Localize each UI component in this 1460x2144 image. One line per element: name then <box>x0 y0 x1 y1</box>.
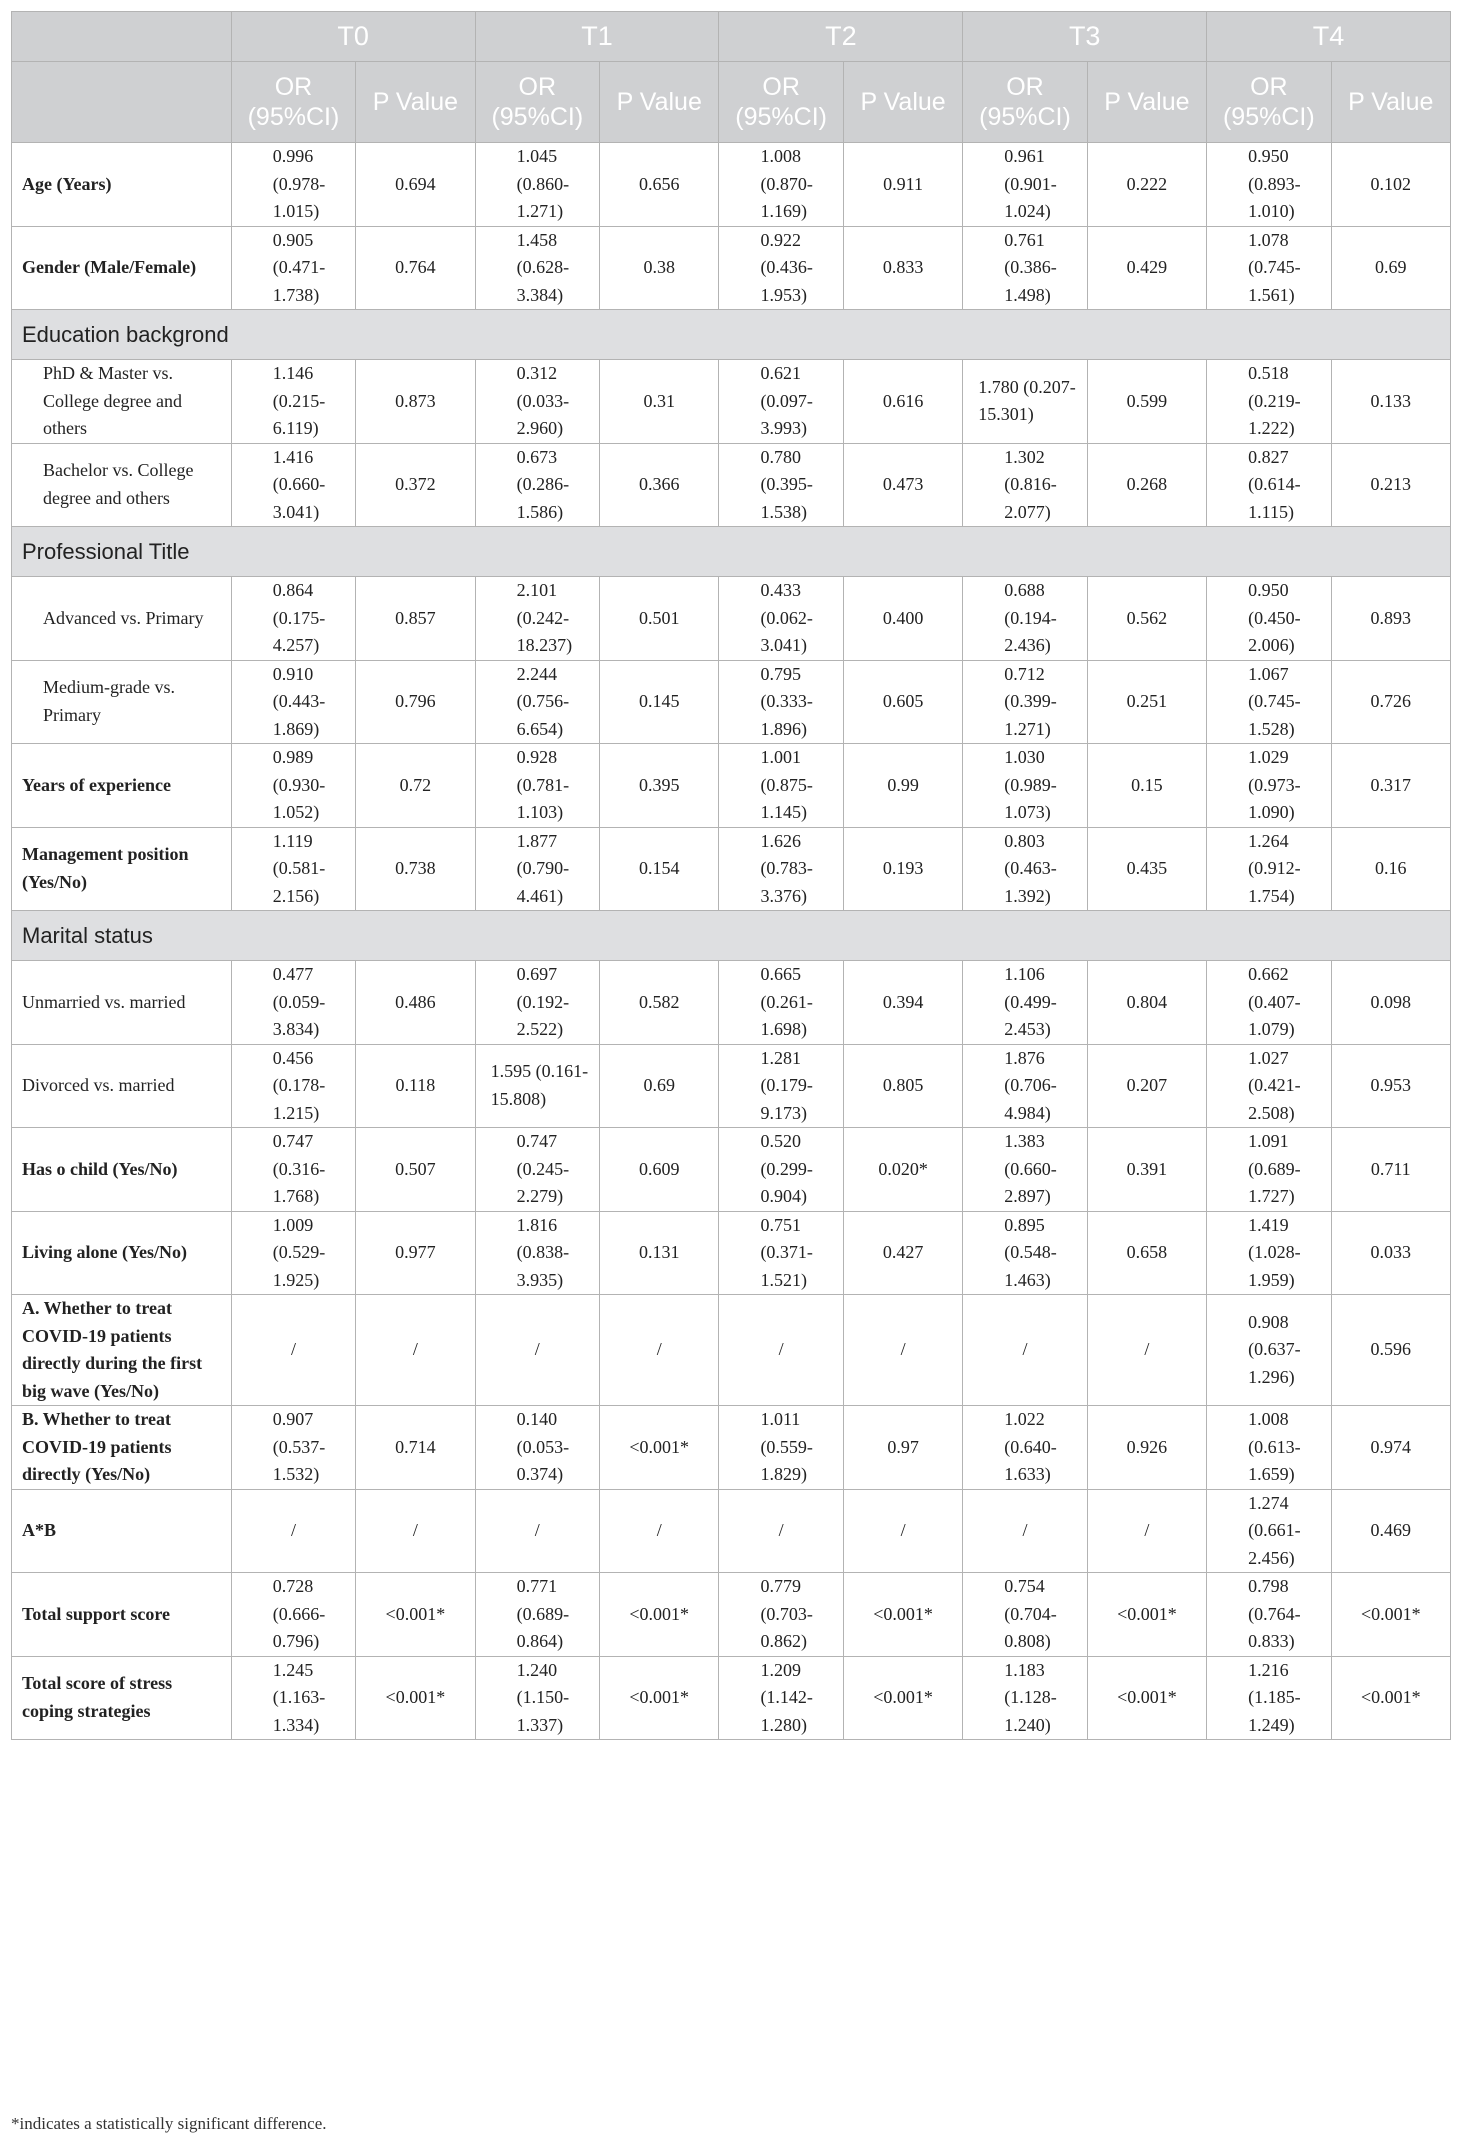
or-ci-cell: 1.146 (0.215-6.119) <box>231 360 355 444</box>
p-value-cell: <0.001* <box>1331 1573 1450 1657</box>
p-value-cell: 0.609 <box>600 1128 719 1212</box>
p-value-cell: 0.15 <box>1087 744 1206 828</box>
row-label: Total support score <box>12 1573 232 1657</box>
row-label: Age (Years) <box>12 143 232 227</box>
p-value-cell: / <box>600 1295 719 1406</box>
or-ci-cell: / <box>231 1489 355 1573</box>
p-value-cell: 0.16 <box>1331 827 1450 911</box>
or-ci-cell: / <box>475 1489 599 1573</box>
or-ci-cell: 0.961 (0.901-1.024) <box>963 143 1087 227</box>
header-p-value: P Value <box>843 62 962 143</box>
or-ci-cell: 0.312 (0.033-2.960) <box>475 360 599 444</box>
table-row <box>12 744 1451 828</box>
p-value-cell: 0.145 <box>600 660 719 744</box>
p-value-cell: 0.391 <box>1087 1128 1206 1212</box>
row-label: Years of experience <box>12 744 232 828</box>
or-ci-cell: 0.989 (0.930-1.052) <box>231 744 355 828</box>
table-row <box>12 226 1451 310</box>
or-ci-cell: 0.996 (0.978-1.015) <box>231 143 355 227</box>
p-value-cell: 0.222 <box>1087 143 1206 227</box>
p-value-cell: / <box>843 1295 962 1406</box>
or-ci-cell: 1.027 (0.421-2.508) <box>1207 1044 1331 1128</box>
table-row <box>12 1295 1451 1406</box>
table-row <box>12 1573 1451 1657</box>
p-value-cell: 0.99 <box>843 744 962 828</box>
p-value-cell: 0.469 <box>1331 1489 1450 1573</box>
or-ci-cell: 1.067 (0.745-1.528) <box>1207 660 1331 744</box>
table-row <box>12 1211 1451 1295</box>
p-value-cell: 0.596 <box>1331 1295 1450 1406</box>
or-ci-cell: / <box>719 1295 843 1406</box>
p-value-cell: 0.726 <box>1331 660 1450 744</box>
or-ci-cell: 0.662 (0.407-1.079) <box>1207 961 1331 1045</box>
table-container <box>11 11 1451 1740</box>
row-label: A*B <box>12 1489 232 1573</box>
p-value-cell: 0.694 <box>356 143 475 227</box>
or-ci-cell: 1.216 (1.185-1.249) <box>1207 1656 1331 1740</box>
or-ci-cell: 1.029 (0.973-1.090) <box>1207 744 1331 828</box>
or-ci-cell: 1.419 (1.028-1.959) <box>1207 1211 1331 1295</box>
or-ci-cell: 0.518 (0.219-1.222) <box>1207 360 1331 444</box>
or-ci-cell: 0.621 (0.097-3.993) <box>719 360 843 444</box>
or-ci-cell: 1.008 (0.870-1.169) <box>719 143 843 227</box>
p-value-cell: <0.001* <box>1087 1573 1206 1657</box>
header-group-t4: T4 <box>1207 12 1451 62</box>
table-footnote: *indicates a statistically significant difference. <box>11 2114 327 2133</box>
p-value-cell: 0.796 <box>356 660 475 744</box>
p-value-cell: 0.507 <box>356 1128 475 1212</box>
p-value-cell: 0.714 <box>356 1406 475 1490</box>
or-ci-cell: / <box>231 1295 355 1406</box>
p-value-cell: 0.711 <box>1331 1128 1450 1212</box>
or-ci-cell: 1.183 (1.128-1.240) <box>963 1656 1087 1740</box>
row-label: Has o child (Yes/No) <box>12 1128 232 1212</box>
or-ci-cell: 2.101 (0.242-18.237) <box>475 577 599 661</box>
header-or-ci: OR (95%CI) <box>963 62 1087 143</box>
p-value-cell: 0.131 <box>600 1211 719 1295</box>
table-header <box>12 12 1451 143</box>
p-value-cell: 0.804 <box>1087 961 1206 1045</box>
p-value-cell: <0.001* <box>600 1656 719 1740</box>
p-value-cell: 0.857 <box>356 577 475 661</box>
p-value-cell: 0.427 <box>843 1211 962 1295</box>
or-ci-cell: 0.688 (0.194-2.436) <box>963 577 1087 661</box>
or-ci-cell: 0.747 (0.245-2.279) <box>475 1128 599 1212</box>
or-ci-cell: 0.771 (0.689-0.864) <box>475 1573 599 1657</box>
or-ci-cell: 0.905 (0.471-1.738) <box>231 226 355 310</box>
row-label: Unmarried vs. married <box>12 961 232 1045</box>
p-value-cell: 0.366 <box>600 443 719 527</box>
or-ci-cell: 0.751 (0.371-1.521) <box>719 1211 843 1295</box>
section-label: Marital status <box>12 911 1451 961</box>
section-label: Professional Title <box>12 527 1451 577</box>
or-ci-cell: 0.747 (0.316-1.768) <box>231 1128 355 1212</box>
p-value-cell: <0.001* <box>1087 1656 1206 1740</box>
header-or-ci: OR (95%CI) <box>475 62 599 143</box>
p-value-cell: 0.429 <box>1087 226 1206 310</box>
header-p-value: P Value <box>356 62 475 143</box>
or-ci-cell: 1.876 (0.706-4.984) <box>963 1044 1087 1128</box>
or-ci-cell: 1.011 (0.559-1.829) <box>719 1406 843 1490</box>
header-p-value: P Value <box>1087 62 1206 143</box>
p-value-cell: / <box>356 1489 475 1573</box>
p-value-cell: 0.974 <box>1331 1406 1450 1490</box>
header-p-value: P Value <box>1331 62 1450 143</box>
p-value-cell: <0.001* <box>356 1573 475 1657</box>
section-row <box>12 527 1451 577</box>
p-value-cell: 0.473 <box>843 443 962 527</box>
or-ci-cell: 1.009 (0.529-1.925) <box>231 1211 355 1295</box>
or-ci-cell: 0.922 (0.436-1.953) <box>719 226 843 310</box>
p-value-cell: 0.435 <box>1087 827 1206 911</box>
or-ci-cell: 1.264 (0.912-1.754) <box>1207 827 1331 911</box>
p-value-cell: 0.251 <box>1087 660 1206 744</box>
or-ci-cell: 1.626 (0.783-3.376) <box>719 827 843 911</box>
p-value-cell: 0.020* <box>843 1128 962 1212</box>
table-row <box>12 143 1451 227</box>
p-value-cell: 0.400 <box>843 577 962 661</box>
or-ci-cell: 0.908 (0.637-1.296) <box>1207 1295 1331 1406</box>
p-value-cell: / <box>1087 1295 1206 1406</box>
table-row <box>12 1128 1451 1212</box>
or-ci-cell: 1.022 (0.640-1.633) <box>963 1406 1087 1490</box>
p-value-cell: 0.953 <box>1331 1044 1450 1128</box>
or-ci-cell: 1.106 (0.499-2.453) <box>963 961 1087 1045</box>
table-row <box>12 961 1451 1045</box>
p-value-cell: 0.893 <box>1331 577 1450 661</box>
or-ci-cell: 1.078 (0.745-1.561) <box>1207 226 1331 310</box>
p-value-cell: 0.764 <box>356 226 475 310</box>
p-value-cell: 0.154 <box>600 827 719 911</box>
header-or-ci: OR (95%CI) <box>719 62 843 143</box>
p-value-cell: <0.001* <box>600 1573 719 1657</box>
or-ci-cell: 0.754 (0.704-0.808) <box>963 1573 1087 1657</box>
table-row <box>12 443 1451 527</box>
p-value-cell: 0.605 <box>843 660 962 744</box>
header-or-ci: OR (95%CI) <box>231 62 355 143</box>
table-row <box>12 1656 1451 1740</box>
header-group-t0: T0 <box>231 12 475 62</box>
p-value-cell: 0.501 <box>600 577 719 661</box>
row-label: B. Whether to treat COVID-19 patients directly (Yes/No) <box>12 1406 232 1490</box>
header-corner <box>12 12 232 62</box>
or-ci-cell: 2.244 (0.756-6.654) <box>475 660 599 744</box>
p-value-cell: 0.394 <box>843 961 962 1045</box>
p-value-cell: <0.001* <box>843 1573 962 1657</box>
p-value-cell: 0.317 <box>1331 744 1450 828</box>
or-ci-cell: 1.416 (0.660-3.041) <box>231 443 355 527</box>
or-ci-cell: 0.712 (0.399-1.271) <box>963 660 1087 744</box>
row-label: Medium-grade vs. Primary <box>12 660 232 744</box>
p-value-cell: / <box>356 1295 475 1406</box>
section-row <box>12 310 1451 360</box>
p-value-cell: 0.911 <box>843 143 962 227</box>
or-ci-cell: 1.877 (0.790-4.461) <box>475 827 599 911</box>
row-label: Total score of stress coping strategies <box>12 1656 232 1740</box>
or-ci-cell: 1.240 (1.150-1.337) <box>475 1656 599 1740</box>
p-value-cell: 0.118 <box>356 1044 475 1128</box>
row-label: Living alone (Yes/No) <box>12 1211 232 1295</box>
or-ci-cell: 0.950 (0.893-1.010) <box>1207 143 1331 227</box>
p-value-cell: / <box>1087 1489 1206 1573</box>
or-ci-cell: 1.091 (0.689-1.727) <box>1207 1128 1331 1212</box>
or-ci-cell: 0.433 (0.062-3.041) <box>719 577 843 661</box>
p-value-cell: 0.213 <box>1331 443 1450 527</box>
or-ci-cell: 0.477 (0.059-3.834) <box>231 961 355 1045</box>
p-value-cell: 0.873 <box>356 360 475 444</box>
p-value-cell: <0.001* <box>843 1656 962 1740</box>
table-row <box>12 360 1451 444</box>
table-body <box>12 143 1451 1740</box>
or-ci-cell: 1.030 (0.989-1.073) <box>963 744 1087 828</box>
p-value-cell: / <box>843 1489 962 1573</box>
table-row <box>12 1044 1451 1128</box>
header-corner-sub <box>12 62 232 143</box>
row-label: Advanced vs. Primary <box>12 577 232 661</box>
or-ci-cell: 1.302 (0.816-2.077) <box>963 443 1087 527</box>
or-ci-cell: / <box>475 1295 599 1406</box>
or-ci-cell: 0.803 (0.463-1.392) <box>963 827 1087 911</box>
p-value-cell: / <box>600 1489 719 1573</box>
or-ci-cell: 1.595 (0.161-15.808) <box>475 1044 599 1128</box>
p-value-cell: 0.395 <box>600 744 719 828</box>
p-value-cell: 0.97 <box>843 1406 962 1490</box>
p-value-cell: 0.033 <box>1331 1211 1450 1295</box>
or-ci-cell: / <box>719 1489 843 1573</box>
row-label: Divorced vs. married <box>12 1044 232 1128</box>
p-value-cell: 0.102 <box>1331 143 1450 227</box>
or-ci-cell: 0.779 (0.703-0.862) <box>719 1573 843 1657</box>
section-row <box>12 911 1451 961</box>
regression-table <box>11 11 1451 1740</box>
or-ci-cell: 0.728 (0.666-0.796) <box>231 1573 355 1657</box>
or-ci-cell: 0.780 (0.395-1.538) <box>719 443 843 527</box>
or-ci-cell: 0.928 (0.781-1.103) <box>475 744 599 828</box>
or-ci-cell: 1.001 (0.875-1.145) <box>719 744 843 828</box>
table-row <box>12 1406 1451 1490</box>
or-ci-cell: / <box>963 1489 1087 1573</box>
or-ci-cell: 0.761 (0.386-1.498) <box>963 226 1087 310</box>
header-group-t1: T1 <box>475 12 719 62</box>
or-ci-cell: 0.456 (0.178-1.215) <box>231 1044 355 1128</box>
or-ci-cell: 0.827 (0.614-1.115) <box>1207 443 1331 527</box>
p-value-cell: 0.926 <box>1087 1406 1206 1490</box>
table-row <box>12 1489 1451 1573</box>
or-ci-cell: 1.816 (0.838-3.935) <box>475 1211 599 1295</box>
p-value-cell: 0.72 <box>356 744 475 828</box>
or-ci-cell: 0.895 (0.548-1.463) <box>963 1211 1087 1295</box>
p-value-cell: 0.833 <box>843 226 962 310</box>
row-label: Management position (Yes/No) <box>12 827 232 911</box>
or-ci-cell: 1.119 (0.581-2.156) <box>231 827 355 911</box>
p-value-cell: <0.001* <box>1331 1656 1450 1740</box>
or-ci-cell: 1.458 (0.628-3.384) <box>475 226 599 310</box>
row-label: Gender (Male/Female) <box>12 226 232 310</box>
p-value-cell: 0.207 <box>1087 1044 1206 1128</box>
or-ci-cell: 0.910 (0.443-1.869) <box>231 660 355 744</box>
p-value-cell: 0.372 <box>356 443 475 527</box>
row-label: Bachelor vs. College degree and others <box>12 443 232 527</box>
header-or-ci: OR (95%CI) <box>1207 62 1331 143</box>
p-value-cell: 0.562 <box>1087 577 1206 661</box>
header-group-t3: T3 <box>963 12 1207 62</box>
p-value-cell: 0.582 <box>600 961 719 1045</box>
or-ci-cell: 1.008 (0.613-1.659) <box>1207 1406 1331 1490</box>
p-value-cell: 0.616 <box>843 360 962 444</box>
or-ci-cell: 0.697 (0.192-2.522) <box>475 961 599 1045</box>
row-label: A. Whether to treat COVID-19 patients directly during the first big wave (Yes/No) <box>12 1295 232 1406</box>
or-ci-cell: 1.383 (0.660-2.897) <box>963 1128 1087 1212</box>
or-ci-cell: 1.245 (1.163-1.334) <box>231 1656 355 1740</box>
row-label: PhD & Master vs. College degree and others <box>12 360 232 444</box>
p-value-cell: 0.977 <box>356 1211 475 1295</box>
or-ci-cell: / <box>963 1295 1087 1406</box>
p-value-cell: 0.133 <box>1331 360 1450 444</box>
p-value-cell: 0.805 <box>843 1044 962 1128</box>
p-value-cell: <0.001* <box>600 1406 719 1490</box>
p-value-cell: 0.656 <box>600 143 719 227</box>
table-row <box>12 660 1451 744</box>
or-ci-cell: 1.045 (0.860-1.271) <box>475 143 599 227</box>
header-group-t2: T2 <box>719 12 963 62</box>
p-value-cell: 0.268 <box>1087 443 1206 527</box>
table-row <box>12 827 1451 911</box>
table-row <box>12 577 1451 661</box>
or-ci-cell: 1.281 (0.179-9.173) <box>719 1044 843 1128</box>
p-value-cell: 0.599 <box>1087 360 1206 444</box>
or-ci-cell: 0.140 (0.053-0.374) <box>475 1406 599 1490</box>
p-value-cell: 0.098 <box>1331 961 1450 1045</box>
or-ci-cell: 1.780 (0.207-15.301) <box>963 360 1087 444</box>
p-value-cell: 0.38 <box>600 226 719 310</box>
or-ci-cell: 0.798 (0.764-0.833) <box>1207 1573 1331 1657</box>
p-value-cell: 0.69 <box>1331 226 1450 310</box>
or-ci-cell: 0.795 (0.333-1.896) <box>719 660 843 744</box>
or-ci-cell: 0.950 (0.450-2.006) <box>1207 577 1331 661</box>
or-ci-cell: 0.673 (0.286-1.586) <box>475 443 599 527</box>
or-ci-cell: 0.907 (0.537-1.532) <box>231 1406 355 1490</box>
header-p-value: P Value <box>600 62 719 143</box>
or-ci-cell: 0.665 (0.261-1.698) <box>719 961 843 1045</box>
p-value-cell: <0.001* <box>356 1656 475 1740</box>
p-value-cell: 0.486 <box>356 961 475 1045</box>
p-value-cell: 0.738 <box>356 827 475 911</box>
or-ci-cell: 0.864 (0.175-4.257) <box>231 577 355 661</box>
p-value-cell: 0.69 <box>600 1044 719 1128</box>
p-value-cell: 0.31 <box>600 360 719 444</box>
or-ci-cell: 0.520 (0.299-0.904) <box>719 1128 843 1212</box>
section-label: Education backgrond <box>12 310 1451 360</box>
p-value-cell: 0.193 <box>843 827 962 911</box>
or-ci-cell: 1.209 (1.142-1.280) <box>719 1656 843 1740</box>
p-value-cell: 0.658 <box>1087 1211 1206 1295</box>
or-ci-cell: 1.274 (0.661-2.456) <box>1207 1489 1331 1573</box>
